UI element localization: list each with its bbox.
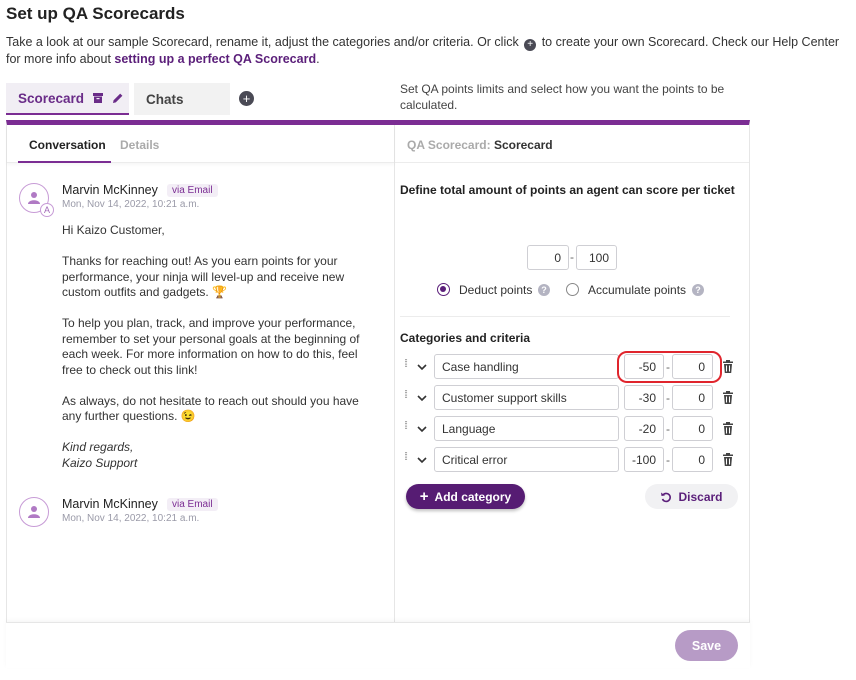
points-title: Define total amount of points an agent can score per ticket (400, 183, 735, 197)
intro-text-middle: to create your own Scorecard. Check our Help Center for more info about (6, 35, 840, 66)
left-panel-tabs (7, 125, 394, 163)
archive-icon[interactable] (92, 92, 104, 104)
deduct-points-radio[interactable] (437, 283, 450, 296)
discard-button[interactable] (645, 484, 738, 509)
accumulate-points-radio[interactable] (566, 283, 579, 296)
tab-details[interactable]: Details (120, 138, 160, 152)
chevron-down-icon[interactable] (416, 424, 428, 434)
active-tab-indicator (18, 161, 111, 163)
categories-title: Categories and criteria (400, 331, 531, 345)
points-subtitle: Set QA points limits and select how you want the points to be calculated. (400, 82, 725, 112)
add-scorecard-inline-icon: + (524, 39, 536, 51)
agent-badge-icon: A (40, 203, 54, 217)
via-email-badge: via Email (167, 498, 218, 511)
panel-divider (394, 125, 395, 622)
range-dash: - (666, 453, 670, 467)
right-panel-header (395, 125, 749, 163)
message-body (62, 223, 380, 471)
chevron-down-icon[interactable] (416, 393, 428, 403)
message-paragraph: As always, do not hesitate to reach out should you have any further questions. 😉 (62, 393, 359, 423)
card-footer (6, 622, 750, 668)
tab-chats[interactable] (134, 83, 230, 115)
highlight-annotation (617, 351, 722, 383)
scorecard-header (407, 138, 553, 152)
add-scorecard-icon[interactable]: + (239, 91, 254, 106)
intro-text-end: . (316, 52, 320, 66)
sender-name: Marvin McKinney (62, 183, 158, 197)
category-min-input[interactable]: -50 (624, 354, 664, 379)
plus-icon: + (419, 488, 429, 505)
accumulate-points-label: Accumulate points (588, 283, 687, 297)
undo-icon (660, 491, 672, 503)
tab-scorecard[interactable] (6, 83, 129, 115)
deduct-points-label: Deduct points (459, 283, 533, 297)
trash-icon[interactable] (722, 422, 734, 435)
points-min-input[interactable]: 0 (527, 245, 569, 270)
scorecard-header-prefix: QA Scorecard: (407, 138, 491, 152)
message-date: Mon, Nov 14, 2022, 10:21 a.m. (62, 513, 200, 524)
via-email-badge: via Email (167, 184, 218, 197)
intro-text-start: Take a look at our sample Scorecard, rename it, adjust the categories and/or criteria. Or click (6, 35, 519, 49)
sender-name: Marvin McKinney (62, 497, 158, 511)
save-button[interactable]: Save (675, 630, 738, 661)
chevron-down-icon[interactable] (416, 362, 428, 372)
message-date: Mon, Nov 14, 2022, 10:21 a.m. (62, 199, 200, 210)
category-min-input[interactable]: -30 (624, 385, 664, 410)
range-dash: - (666, 391, 670, 405)
tab-scorecard-label: Scorecard (18, 90, 85, 106)
intro-text (6, 34, 852, 68)
trash-icon[interactable] (722, 391, 734, 404)
category-name-input[interactable]: Case handling (434, 354, 619, 379)
category-max-input[interactable]: 0 (672, 354, 713, 379)
range-dash: - (666, 360, 670, 374)
page-title: Set up QA Scorecards (6, 4, 185, 23)
add-category-button[interactable] (406, 484, 525, 509)
message-paragraph: Hi Kaizo Customer, (62, 223, 165, 237)
avatar (19, 183, 49, 213)
avatar (19, 497, 49, 527)
message-paragraph: To help you plan, track, and improve your performance, remember to set your personal goals at the beginning of each week. For more information on how to do this, feel free to check out this link! (62, 316, 360, 377)
drag-handle-icon[interactable]: ⁞⁞ (404, 451, 407, 463)
drag-handle-icon[interactable]: ⁞⁞ (404, 420, 407, 432)
chevron-down-icon[interactable] (416, 455, 428, 465)
range-dash: - (570, 250, 574, 264)
category-max-input[interactable]: 0 (672, 385, 713, 410)
help-center-link[interactable]: setting up a perfect QA Scorecard (114, 52, 317, 66)
add-category-label: Add category (434, 489, 512, 504)
category-max-input[interactable]: 0 (672, 447, 713, 472)
message-paragraph: Thanks for reaching out! As you earn points for your performance, your ninja will level-up and receive new custom outfits and gadgets. 🏆 (62, 254, 345, 299)
points-max-input[interactable]: 100 (576, 245, 617, 270)
category-name-input[interactable]: Customer support skills (434, 385, 619, 410)
tab-chats-label: Chats (146, 91, 184, 107)
help-icon[interactable]: ? (692, 284, 704, 296)
discard-label: Discard (678, 489, 723, 504)
scorecard-header-name: Scorecard (493, 138, 553, 152)
category-name-input[interactable]: Language (434, 416, 619, 441)
message-signoff: Kind regards, (62, 440, 134, 454)
category-min-input[interactable]: -20 (624, 416, 664, 441)
drag-handle-icon[interactable]: ⁞⁞ (404, 358, 407, 370)
trash-icon[interactable] (722, 360, 734, 373)
message-signature: Kaizo Support (62, 455, 138, 470)
category-max-input[interactable]: 0 (672, 416, 713, 441)
range-dash: - (666, 422, 670, 436)
trash-icon[interactable] (722, 453, 734, 466)
help-icon[interactable]: ? (538, 284, 550, 296)
drag-handle-icon[interactable]: ⁞⁞ (404, 389, 407, 401)
category-min-input[interactable]: -100 (624, 447, 664, 472)
tab-conversation[interactable]: Conversation (29, 138, 106, 152)
section-divider (400, 316, 730, 317)
edit-icon[interactable] (112, 92, 124, 104)
category-name-input[interactable]: Critical error (434, 447, 619, 472)
